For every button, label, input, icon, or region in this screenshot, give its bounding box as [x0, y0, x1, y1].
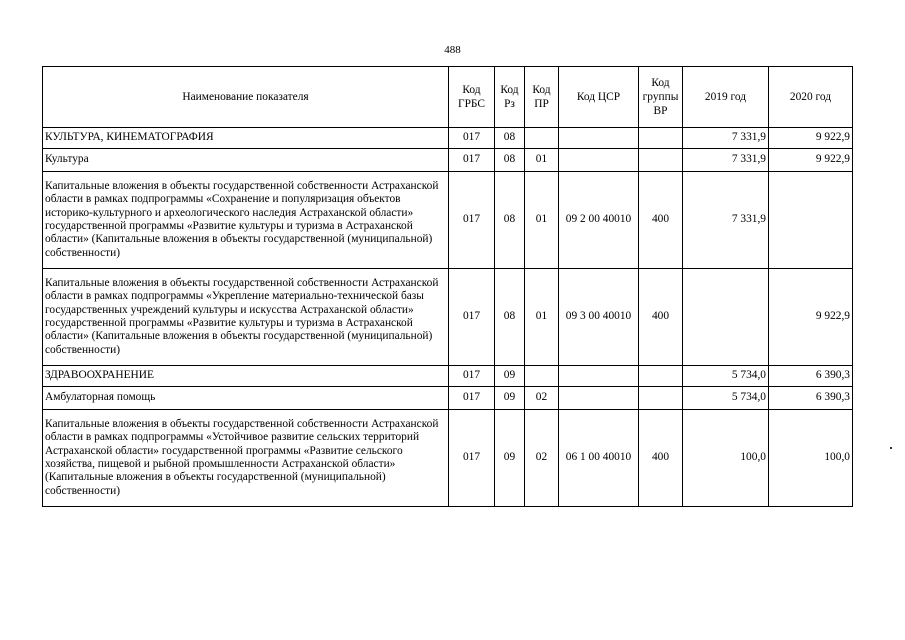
cell-grbs: 017 — [449, 410, 495, 507]
cell-name: ЗДРАВООХРАНЕНИЕ — [43, 366, 449, 387]
col-header-pr: Код ПР — [525, 67, 559, 128]
table-header-row — [43, 67, 853, 128]
cell-rz: 08 — [495, 149, 525, 172]
col-header-2020: 2020 год — [769, 67, 853, 128]
cell-2019: 5 734,0 — [683, 366, 769, 387]
cell-2019: 7 331,9 — [683, 149, 769, 172]
cell-pr: 01 — [525, 269, 559, 366]
cell-2019: 100,0 — [683, 410, 769, 507]
cell-rz: 09 — [495, 366, 525, 387]
cell-grbs: 017 — [449, 269, 495, 366]
cell-2020: 6 390,3 — [769, 387, 853, 410]
cell-pr — [525, 366, 559, 387]
cell-2019: 5 734,0 — [683, 387, 769, 410]
cell-csr: 06 1 00 40010 — [559, 410, 639, 507]
table-row — [43, 387, 853, 410]
cell-2020: 9 922,9 — [769, 269, 853, 366]
cell-name: КУЛЬТУРА, КИНЕМАТОГРАФИЯ — [43, 128, 449, 149]
cell-name: Капитальные вложения в объекты государственной собственности Астраханской области в рамках подпрограммы «Устойчивое развитие сельских территорий Астраханской области» государственной программы «Развитие сельского хозяйства, пищевой и рыбной промышленности Астраханской области» (Капитальные вложения в объекты государственной (муниципальной) собственности) — [43, 410, 449, 507]
cell-vr — [639, 149, 683, 172]
col-header-name: Наименование показателя — [43, 67, 449, 128]
cell-grbs: 017 — [449, 149, 495, 172]
cell-grbs: 017 — [449, 172, 495, 269]
cell-vr — [639, 128, 683, 149]
cell-pr — [525, 128, 559, 149]
cell-vr: 400 — [639, 172, 683, 269]
cell-grbs: 017 — [449, 387, 495, 410]
page-number: 488 — [444, 44, 461, 56]
cell-csr: 09 3 00 40010 — [559, 269, 639, 366]
cell-name: Капитальные вложения в объекты государственной собственности Астраханской области в рамках подпрограммы «Сохранение и популяризация объектов историко-культурного и археологического наследия Астраханской области» государственной программы «Развитие культуры и туризма в Астраханской области» (Капитальные вложения в объекты государственной (муниципальной) собственности) — [43, 172, 449, 269]
scan-speck — [890, 447, 892, 449]
cell-2020 — [769, 172, 853, 269]
cell-pr: 01 — [525, 172, 559, 269]
col-header-csr: Код ЦСР — [559, 67, 639, 128]
table-row — [43, 269, 853, 366]
cell-2020: 9 922,9 — [769, 149, 853, 172]
cell-rz: 08 — [495, 128, 525, 149]
budget-table — [42, 66, 853, 507]
cell-rz: 09 — [495, 387, 525, 410]
cell-pr: 02 — [525, 387, 559, 410]
col-header-rz: Код Рз — [495, 67, 525, 128]
cell-pr: 01 — [525, 149, 559, 172]
cell-name: Культура — [43, 149, 449, 172]
cell-2020: 6 390,3 — [769, 366, 853, 387]
cell-2019: 7 331,9 — [683, 128, 769, 149]
table-row — [43, 410, 853, 507]
cell-vr: 400 — [639, 269, 683, 366]
cell-csr — [559, 366, 639, 387]
table-row — [43, 172, 853, 269]
cell-vr — [639, 387, 683, 410]
cell-rz: 08 — [495, 172, 525, 269]
cell-2020: 9 922,9 — [769, 128, 853, 149]
cell-csr — [559, 149, 639, 172]
cell-grbs: 017 — [449, 128, 495, 149]
cell-vr — [639, 366, 683, 387]
cell-2020: 100,0 — [769, 410, 853, 507]
table-row — [43, 366, 853, 387]
col-header-vr: Код группы ВР — [639, 67, 683, 128]
cell-vr: 400 — [639, 410, 683, 507]
cell-2019 — [683, 269, 769, 366]
table-row — [43, 128, 853, 149]
cell-rz: 09 — [495, 410, 525, 507]
cell-csr — [559, 128, 639, 149]
cell-csr: 09 2 00 40010 — [559, 172, 639, 269]
cell-pr: 02 — [525, 410, 559, 507]
col-header-2019: 2019 год — [683, 67, 769, 128]
table-row — [43, 149, 853, 172]
col-header-grbs: Код ГРБС — [449, 67, 495, 128]
cell-2019: 7 331,9 — [683, 172, 769, 269]
cell-name: Капитальные вложения в объекты государственной собственности Астраханской области в рамках подпрограммы «Укрепление материально-технической базы государственных учреждений культуры и искусства Астраханской области» государственной программы «Развитие культуры и туризма в Астраханской области» (Капитальные вложения в объекты государственной (муниципальной) собственности) — [43, 269, 449, 366]
cell-csr — [559, 387, 639, 410]
cell-rz: 08 — [495, 269, 525, 366]
cell-grbs: 017 — [449, 366, 495, 387]
cell-name: Амбулаторная помощь — [43, 387, 449, 410]
